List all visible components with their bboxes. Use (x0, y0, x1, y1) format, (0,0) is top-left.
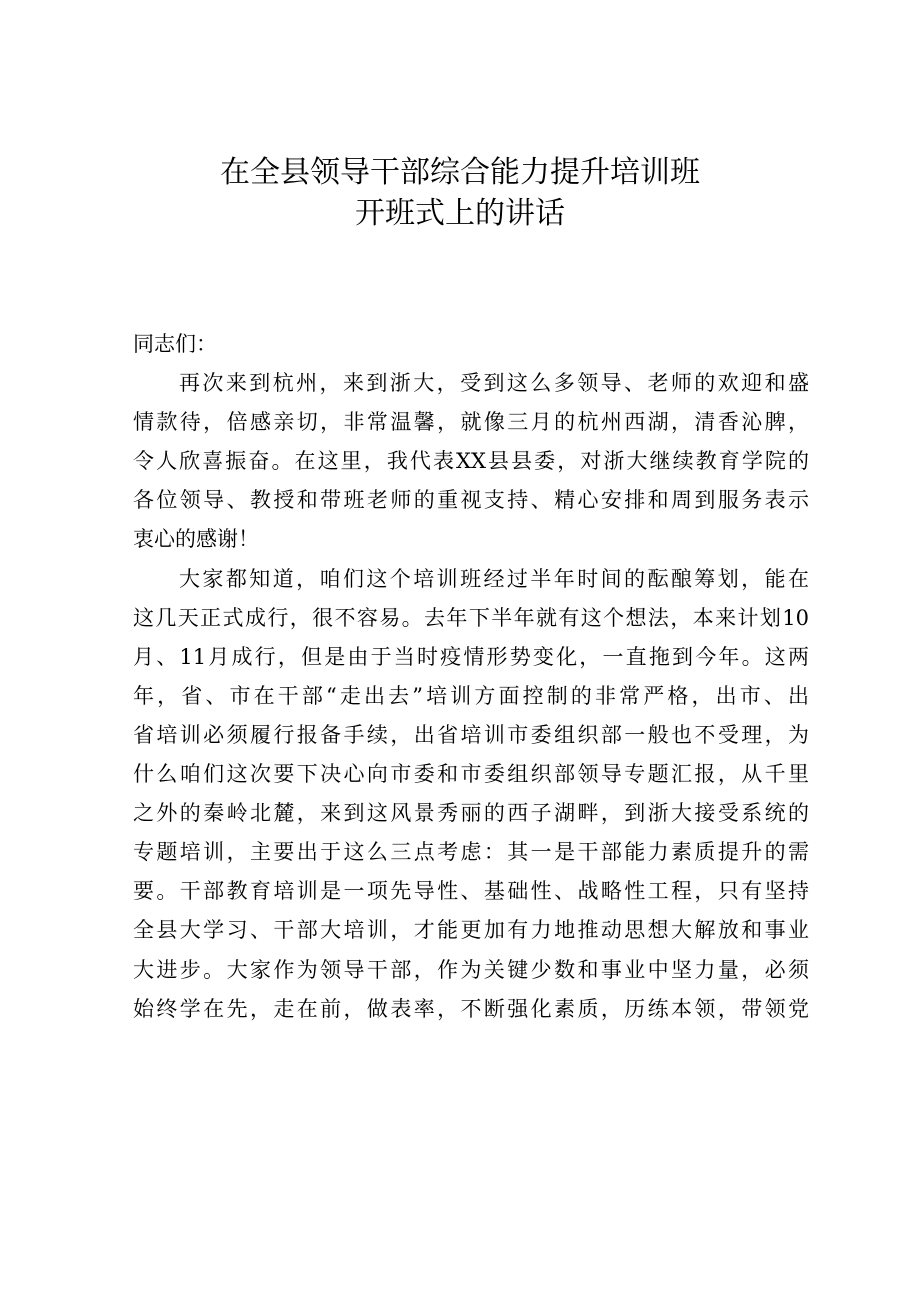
paragraph-line: 大进步。大家作为领导干部，作为关键少数和事业中坚力量，必须 (133, 957, 809, 982)
paragraph-1 (133, 364, 809, 559)
salutation: 同志们： (133, 332, 217, 356)
paragraph-line: 月、11月成行，但是由于当时疫情形势变化，一直拖到今年。这两 (133, 644, 809, 669)
paragraph-line: 始终学在先，走在前，做表率，不断强化素质，历练本领，带领党 (133, 996, 809, 1021)
paragraph-line: 各位领导、教授和带班老师的重视支持、精心安排和周到服务表示 (133, 488, 809, 513)
paragraph-line: 年，省、市在干部“走出去”培训方面控制的非常严格，出市、出 (133, 683, 809, 708)
paragraph-line: 之外的秦岭北麓，来到这风景秀丽的西子湖畔，到浙大接受系统的 (133, 801, 809, 826)
paragraph-2 (133, 560, 809, 1029)
document-body (133, 325, 809, 1029)
paragraph-line: 情款待，倍感亲切，非常温馨，就像三月的杭州西湖，清香沁脾， (133, 410, 809, 435)
paragraph-line: 这几天正式成行，很不容易。去年下半年就有这个想法，本来计划10 (133, 605, 809, 630)
paragraph-line: 大家都知道，咱们这个培训班经过半年时间的酝酿筹划，能在 (179, 566, 809, 591)
paragraph-line: 省培训必须履行报备手续，出省培训市委组织部一般也不受理，为 (133, 722, 809, 747)
paragraph-line: 全县大学习、干部大培训，才能更加有力地推动思想大解放和事业 (133, 918, 809, 943)
paragraph-line: 什么咱们这次要下决心向市委和市委组织部领导专题汇报，从千里 (133, 762, 809, 787)
paragraph-line: 再次来到杭州，来到浙大，受到这么多领导、老师的欢迎和盛 (179, 371, 809, 396)
title-line-2: 开班式上的讲话 (355, 196, 565, 231)
paragraph-line: 专题培训，主要出于这么三点考虑：其一是干部能力素质提升的需 (133, 840, 809, 865)
paragraph-line: 衷心的感谢！ (133, 527, 259, 552)
title-line-1: 在全县领导干部综合能力提升培训班 (220, 155, 700, 190)
document-title (0, 152, 920, 234)
paragraph-line: 要。干部教育培训是一项先导性、基础性、战略性工程，只有坚持 (133, 879, 809, 904)
paragraph-line: 令人欣喜振奋。在这里，我代表XX县县委，对浙大继续教育学院的 (133, 449, 809, 474)
